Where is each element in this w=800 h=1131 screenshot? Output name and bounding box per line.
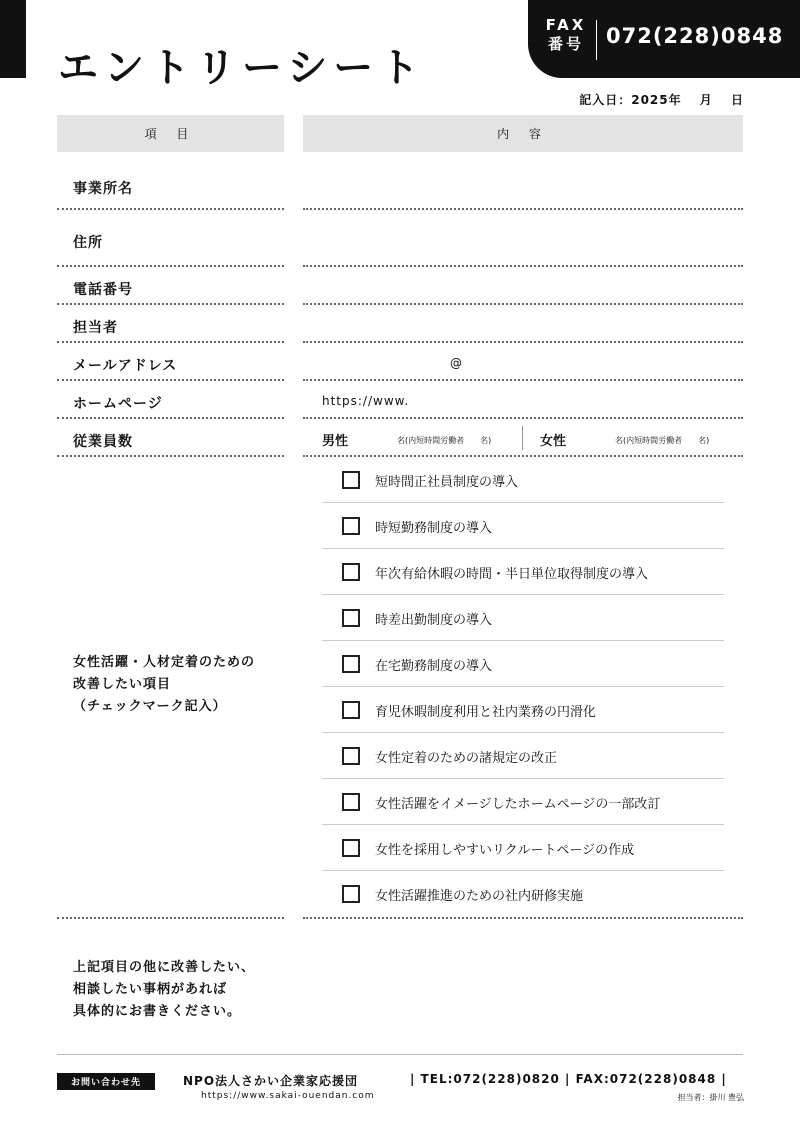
checklist-item[interactable] bbox=[322, 825, 724, 871]
checklist-label-line: （チェックマーク記入） bbox=[73, 699, 227, 714]
header-left-tab bbox=[0, 0, 26, 78]
address-label: 住所 bbox=[73, 235, 103, 251]
entry-date: 記入日：2025年 月 日 bbox=[579, 93, 744, 107]
checkbox[interactable] bbox=[342, 609, 360, 627]
checklist-item[interactable] bbox=[322, 641, 724, 687]
email-row bbox=[57, 343, 743, 381]
checklist-item-label: 在宅勤務制度の導入 bbox=[375, 659, 493, 674]
fax-number: 072(228)0848 bbox=[606, 24, 784, 48]
gender-divider bbox=[522, 426, 523, 450]
phone-row bbox=[57, 267, 743, 305]
other-label-line: 具体的にお書きください。 bbox=[73, 1004, 242, 1019]
other-label bbox=[73, 957, 255, 1023]
organization-name: NPO法人さかい企業家応援団 bbox=[183, 1074, 359, 1088]
homepage-label: ホームページ bbox=[73, 396, 163, 412]
checklist-item-label: 年次有給休暇の時間・半日単位取得制度の導入 bbox=[375, 567, 649, 582]
checkbox[interactable] bbox=[342, 885, 360, 903]
employees-label: 従業員数 bbox=[73, 434, 133, 450]
person-row bbox=[57, 305, 743, 343]
checkbox[interactable] bbox=[342, 747, 360, 765]
divider bbox=[57, 455, 284, 457]
male-label: 男性 bbox=[322, 434, 349, 449]
fax-label-line2: 番号 bbox=[547, 35, 584, 53]
female-unit: 名(内短時間労働者 名) bbox=[615, 436, 710, 445]
footer-divider bbox=[57, 1054, 743, 1055]
checklist-item[interactable] bbox=[322, 595, 724, 641]
checklist-item[interactable] bbox=[322, 871, 724, 917]
email-at-sign: @ bbox=[450, 356, 462, 370]
checklist-item[interactable] bbox=[322, 687, 724, 733]
checkbox[interactable] bbox=[342, 563, 360, 581]
checklist-item-label: 女性活躍をイメージしたホームページの一部改訂 bbox=[375, 797, 661, 812]
employees-row bbox=[57, 419, 743, 457]
staff-name: 担当者：掛川 豊弘 bbox=[677, 1093, 744, 1102]
divider bbox=[57, 917, 284, 919]
checklist-item[interactable] bbox=[322, 733, 724, 779]
phone-label: 電話番号 bbox=[73, 282, 133, 298]
checkbox[interactable] bbox=[342, 701, 360, 719]
fax-label bbox=[544, 16, 588, 54]
page-title: エントリーシート bbox=[58, 45, 426, 91]
checklist-label-line: 女性活躍・人材定着のための bbox=[73, 655, 256, 670]
other-field[interactable] bbox=[303, 940, 743, 1040]
male-unit: 名(内短時間労働者 名) bbox=[397, 436, 492, 445]
fax-label-line1: FAX bbox=[545, 16, 587, 34]
female-label: 女性 bbox=[540, 434, 567, 449]
checklist-item-label: 育児休暇制度利用と社内業務の円滑化 bbox=[375, 705, 597, 720]
checklist-item-label: 女性定着のための諸規定の改正 bbox=[375, 751, 558, 766]
office-name-label: 事業所名 bbox=[73, 181, 133, 197]
column-header-content: 内 容 bbox=[303, 115, 743, 152]
divider bbox=[303, 917, 743, 919]
office-name-row bbox=[57, 152, 743, 210]
checklist-item[interactable] bbox=[322, 549, 724, 595]
checklist-item-label: 時短勤務制度の導入 bbox=[375, 521, 493, 536]
address-row bbox=[57, 210, 743, 267]
checklist-item-label: 短時間正社員制度の導入 bbox=[375, 475, 519, 490]
checklist-item[interactable] bbox=[322, 779, 724, 825]
email-label: メールアドレス bbox=[73, 358, 178, 374]
checklist-item[interactable] bbox=[322, 457, 724, 503]
homepage-prefix: https://www. bbox=[322, 394, 410, 408]
tel-fax: | TEL:072(228)0820 | FAX:072(228)0848 | bbox=[410, 1072, 727, 1086]
checkbox[interactable] bbox=[342, 839, 360, 857]
fax-box bbox=[528, 0, 800, 78]
person-label: 担当者 bbox=[73, 320, 118, 336]
checklist-item-label: 時差出勤制度の導入 bbox=[375, 613, 493, 628]
checklist-item-label: 女性を採用しやすいリクルートページの作成 bbox=[375, 843, 635, 858]
checkbox[interactable] bbox=[342, 793, 360, 811]
other-label-line: 上記項目の他に改善したい、 bbox=[73, 960, 256, 975]
checkbox[interactable] bbox=[342, 471, 360, 489]
checklist-item-label: 女性活躍推進のための社内研修実施 bbox=[375, 889, 584, 904]
organization-url[interactable]: https://www.sakai-ouendan.com bbox=[201, 1091, 375, 1101]
other-label-line: 相談したい事柄があれば bbox=[73, 982, 228, 997]
checklist-label bbox=[73, 652, 255, 718]
contact-badge: お問い合わせ先 bbox=[57, 1073, 155, 1090]
homepage-row bbox=[57, 381, 743, 419]
column-header-item: 項 目 bbox=[57, 115, 284, 152]
fax-divider bbox=[596, 20, 597, 60]
checkbox[interactable] bbox=[342, 655, 360, 673]
checklist-item[interactable] bbox=[322, 503, 724, 549]
checklist-label-line: 改善したい項目 bbox=[73, 677, 172, 692]
checkbox[interactable] bbox=[342, 517, 360, 535]
